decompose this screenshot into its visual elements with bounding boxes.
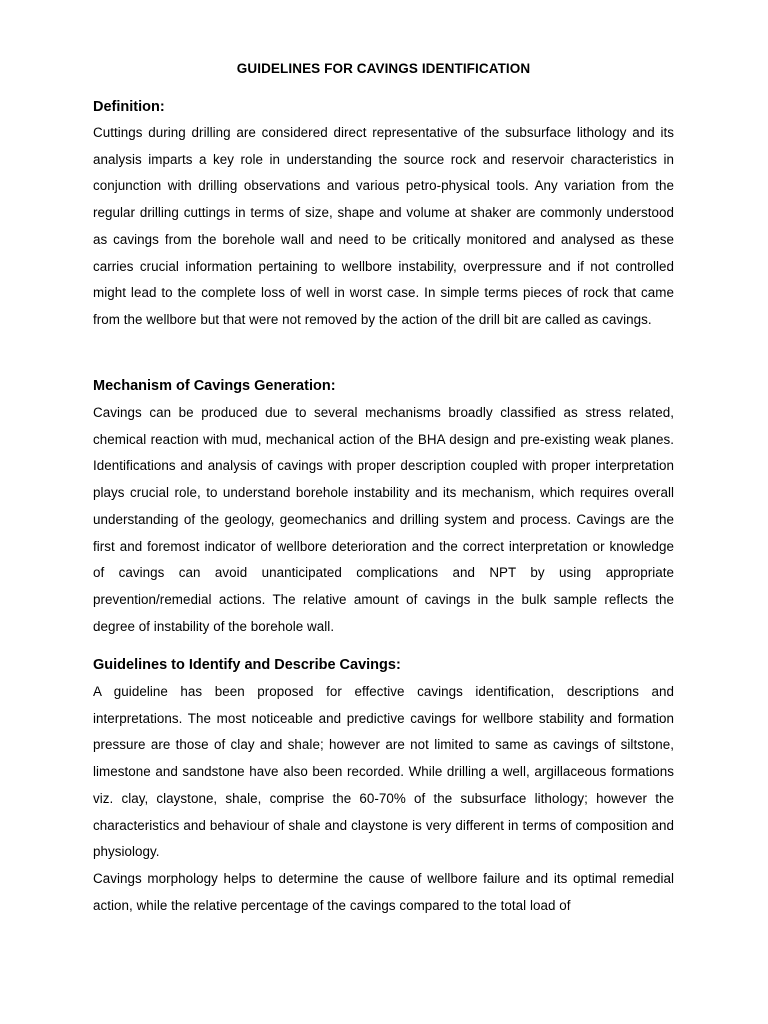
paragraph-definition: Cuttings during drilling are considered direct representative of the subsurface lithology and its analysis imparts a key role in understanding the source rock and reservoir characteristics in conjunction with drilling observations and various petro-physical tools. Any variation from the regular drilling cuttings in terms of size, shape and volume at shaker are commonly understood as cavings from the borehole wall and need to be critically monitored and analysed as these carries crucial information pertaining to wellbore instability, overpressure and if not controlled might lead to the complete loss of well in worst case. In simple terms pieces of rock that came from the wellbore but that were not removed by the action of the drill bit are called as cavings.	[93, 125, 674, 327]
paragraph-guidelines-1: A guideline has been proposed for effective cavings identification, descriptions and interpretations. The most noticeable and predictive cavings for wellbore stability and formation pressure are those of clay and shale; however are not limited to same as cavings of siltstone, limestone and sandstone have also been recorded. While drilling a well, argillaceous formations viz. clay, claystone, shale, comprise the 60-70% of the subsurface lithology; however the characteristics and behaviour of shale and claystone is very different in terms of composition and physiology.	[93, 684, 674, 860]
document-title: GUIDELINES FOR CAVINGS IDENTIFICATION	[236, 61, 531, 76]
section-heading-definition: Definition:	[93, 99, 165, 115]
section-heading-mechanism: Mechanism of Cavings Generation:	[93, 378, 336, 394]
section-heading-guidelines: Guidelines to Identify and Describe Cavings:	[93, 657, 401, 673]
paragraph-guidelines-2: Cavings morphology helps to determine the cause of wellbore failure and its optimal remedial action, while the relative percentage of the cavings compared to the total load of	[93, 871, 674, 913]
paragraph-mechanism: Cavings can be produced due to several mechanisms broadly classified as stress related, chemical reaction with mud, mechanical action of the BHA design and pre-existing weak planes. Identifications and analysis of cavings with proper description coupled with proper interpretation plays crucial role, to understand borehole instability and its mechanism, which requires overall understanding of the geology, geomechanics and drilling system and process. Cavings are the first and foremost indicator of wellbore deterioration and the correct interpretation or knowledge of cavings can avoid unanticipated complications and NPT by using appropriate prevention/remedial actions. The relative amount of cavings in the bulk sample reflects the degree of instability of the borehole wall.	[93, 405, 674, 634]
